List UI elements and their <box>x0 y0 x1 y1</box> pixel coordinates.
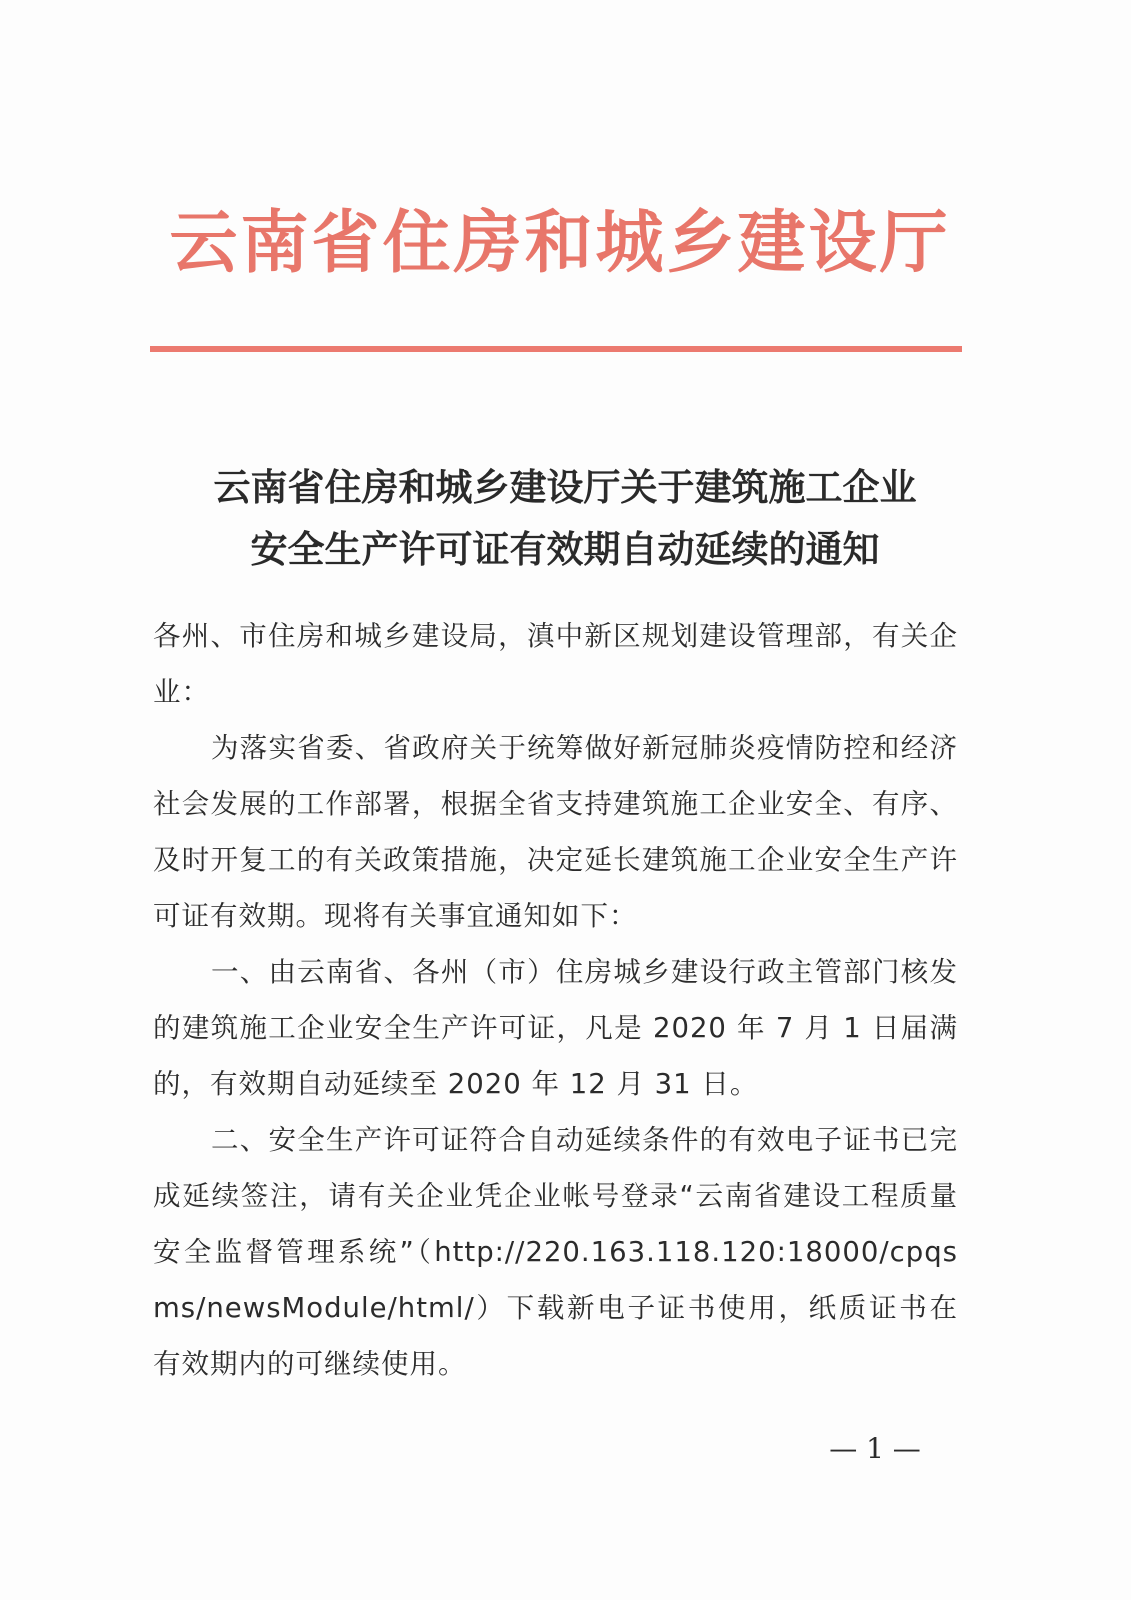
notice-title-line-2: 安全生产许可证有效期自动延续的通知 <box>250 527 880 571</box>
page-number: — 1 — <box>829 1432 921 1465</box>
notice-title <box>140 456 990 580</box>
body-paragraph-2: 一、由云南省、各州（市）住房城乡建设行政主管部门核发的建筑施工企业安全生产许可证，凡是 2020 年 7 月 1 日届满的，有效期自动延续至 2020 年 12 月 31 日。 <box>153 956 958 1100</box>
body-paragraph-1: 为落实省委、省政府关于统筹做好新冠肺炎疫情防控和经济社会发展的工作部署，根据全省支持建筑施工企业安全、有序、及时开复工的有关政策措施，决定延长建筑施工企业安全生产许可证有效期。现将有关事宜通知如下： <box>153 732 958 932</box>
notice-body <box>153 608 958 1392</box>
salutation: 各州、市住房和城乡建设局，滇中新区规划建设管理部，有关企业： <box>153 620 958 708</box>
red-divider-rule <box>150 346 962 352</box>
masthead-title: 云南省住房和城乡建设厅 <box>169 203 951 283</box>
body-paragraph-3: 二、安全生产许可证符合自动延续条件的有效电子证书已完成延续签注，请有关企业凭企业帐号登录“云南省建设工程质量安全监督管理系统”（http://220.163.118.120:18000/cpqsms/newsModule/html/）下载新电子证书使用，纸质证书在有效期内的可继续使用。 <box>153 1124 958 1380</box>
notice-title-line-1: 云南省住房和城乡建设厅关于建筑施工企业 <box>213 465 917 509</box>
